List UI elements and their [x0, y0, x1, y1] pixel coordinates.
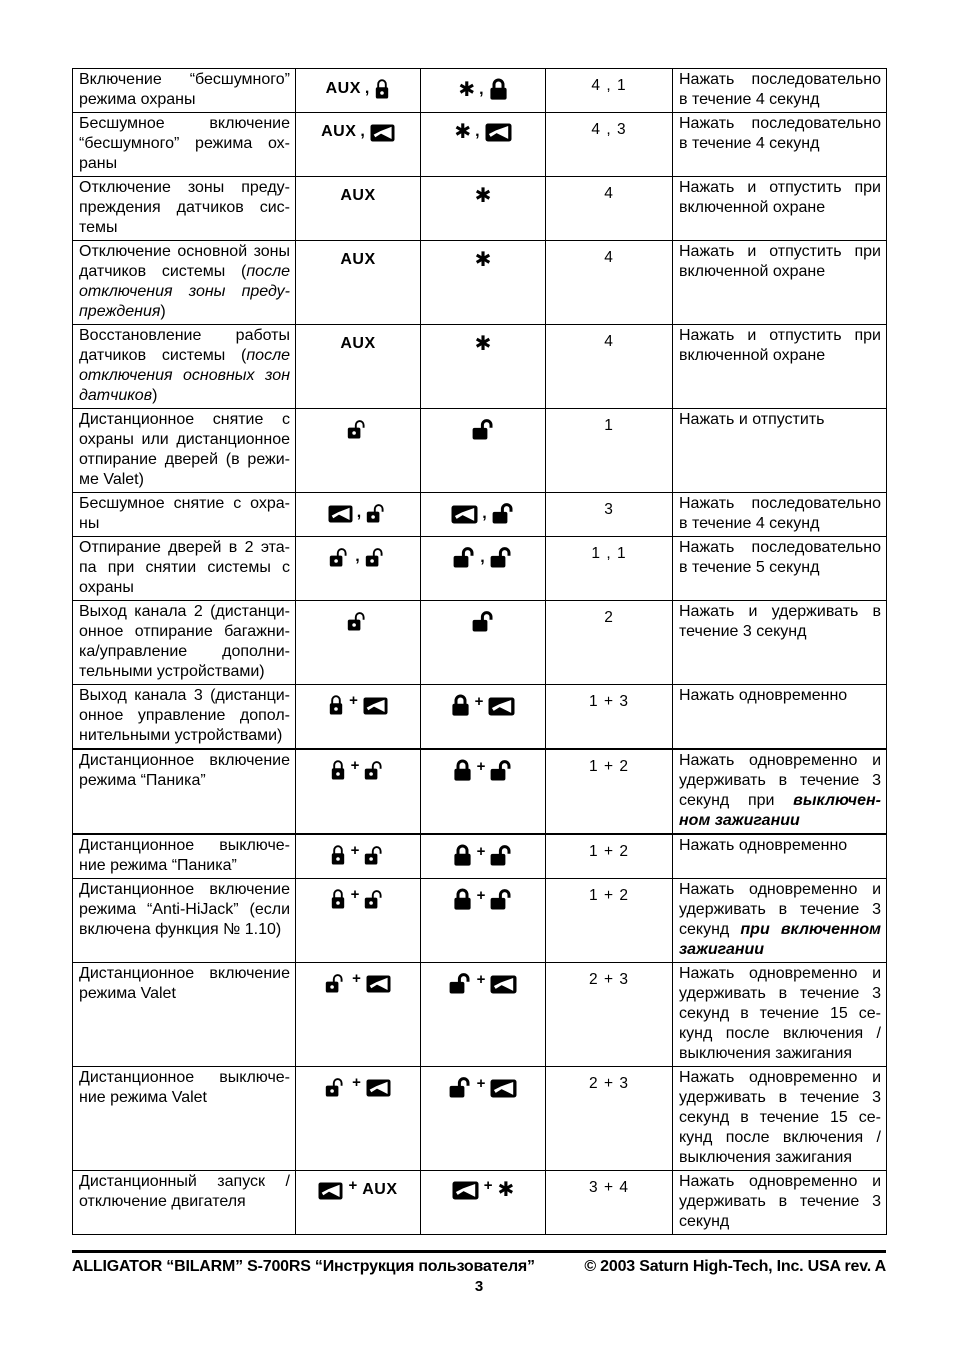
closed-lock-icon — [453, 759, 472, 781]
remote2-buttons-cell — [421, 409, 546, 493]
table-row — [73, 963, 887, 1067]
remote2-buttons-cell — [421, 537, 546, 601]
remote1-buttons-cell — [296, 537, 421, 601]
text-line: онное отпирание багажни- — [79, 623, 290, 640]
text-line: ка/управление дополни- — [79, 643, 290, 660]
remote1-buttons-cell — [296, 879, 421, 963]
open-lock-icon — [449, 972, 472, 994]
text-line: преждения датчиков сис- — [79, 199, 290, 216]
closed-lock-icon — [453, 844, 472, 866]
function-cell — [73, 409, 296, 493]
siren-icon — [366, 1079, 391, 1097]
button-sequence-cell: 1 + 3 — [546, 685, 673, 750]
text-line: режима охраны — [79, 91, 196, 108]
action-cell — [673, 879, 887, 963]
comma-separator: , — [482, 505, 487, 522]
function-cell — [73, 879, 296, 963]
footer-text-row — [72, 1258, 886, 1276]
siren-icon — [490, 975, 517, 994]
table-row — [73, 241, 887, 325]
action-cell — [673, 749, 887, 834]
text-line: Дистанционное включение — [79, 965, 290, 982]
text-line: па при снятии системы с — [79, 559, 290, 576]
table-row — [73, 537, 887, 601]
text-line: “бесшумного” режима ох- — [79, 135, 290, 152]
remote2-buttons-cell — [421, 241, 546, 325]
function-table — [72, 68, 887, 1235]
text-line: Нажать одновременно — [679, 687, 848, 704]
remote1-buttons-cell — [296, 963, 421, 1067]
text-line: включенной охране — [679, 199, 826, 216]
open-lock-icon — [365, 546, 387, 567]
text-line: датчиков) — [79, 387, 158, 404]
plus-separator: + — [350, 757, 360, 774]
text-line: тельными устройствами) — [79, 663, 265, 680]
remote1-buttons-cell — [296, 1067, 421, 1171]
open-lock-icon — [472, 418, 495, 440]
text-line: датчиков системы (после — [79, 347, 290, 364]
text-line: Дистанционный запуск / — [79, 1173, 290, 1190]
text-line: Нажать одновременно и — [679, 1173, 881, 1190]
button-sequence-cell: 4 , 1 — [546, 69, 673, 113]
text-line: секунд в течение 15 се- — [679, 1005, 881, 1022]
button-sequence-cell: 4 — [546, 325, 673, 409]
remote2-buttons-cell — [421, 963, 546, 1067]
text-line: секунд при выключен- — [679, 792, 881, 809]
text-line: Нажать последовательно — [679, 71, 881, 88]
open-lock-icon — [366, 502, 388, 523]
plus-separator: + — [348, 1177, 358, 1194]
open-lock-icon — [329, 546, 351, 567]
text-line: включенной охране — [679, 263, 826, 280]
remote2-buttons-cell — [421, 69, 546, 113]
remote2-buttons-cell — [421, 1171, 546, 1235]
remote2-buttons-cell — [421, 749, 546, 834]
comma-separator: , — [355, 548, 360, 565]
text-line: в течение 4 секунд — [679, 515, 820, 532]
action-cell — [673, 601, 887, 685]
text-line: Нажать последовательно — [679, 495, 881, 512]
action-cell — [673, 1067, 887, 1171]
button-sequence-cell: 1 , 1 — [546, 537, 673, 601]
button-sequence-cell: 2 — [546, 601, 673, 685]
star-button-icon: ✱ — [474, 331, 492, 355]
action-cell — [673, 409, 887, 493]
remote1-buttons-cell — [296, 834, 421, 879]
button-sequence-cell: 3 + 4 — [546, 1171, 673, 1235]
function-cell — [73, 749, 296, 834]
action-cell — [673, 537, 887, 601]
function-cell — [73, 1067, 296, 1171]
text-line: Нажать последовательно — [679, 539, 881, 556]
text-line: удерживать в течение 3 — [679, 772, 881, 789]
text-line: Дистанционное включение — [79, 752, 290, 769]
text-line: охраны — [79, 579, 134, 596]
remote1-buttons-cell — [296, 241, 421, 325]
text-line: ны — [79, 515, 100, 532]
text-line: Выход канала 2 (дистанци- — [79, 603, 290, 620]
text-line: включенной охране — [679, 347, 826, 364]
button-sequence-cell: 1 + 2 — [546, 749, 673, 834]
function-cell — [73, 537, 296, 601]
plus-separator: + — [476, 971, 486, 988]
remote2-buttons-cell — [421, 325, 546, 409]
plus-separator: + — [352, 1074, 361, 1091]
text-line: Нажать одновременно и — [679, 752, 881, 769]
action-cell — [673, 1171, 887, 1235]
footer-left-text: ALLIGATOR “BILARM” S-700RS “Инструкция пользователя” — [72, 1258, 535, 1275]
text-line: удерживать в течение 3 — [679, 985, 881, 1002]
text-line: Отпирание дверей в 2 эта- — [79, 539, 290, 556]
remote1-buttons-cell — [296, 325, 421, 409]
comma-separator: , — [360, 123, 365, 140]
text-line: в течение 4 секунд — [679, 91, 820, 108]
button-sequence-cell: 1 + 2 — [546, 834, 673, 879]
plus-separator: + — [474, 693, 484, 710]
text-line: Бесшумное снятие с охра- — [79, 495, 290, 512]
text-line: отпирание дверей (в режи- — [79, 451, 290, 468]
text-line: Нажать и удерживать в — [679, 603, 881, 620]
function-cell — [73, 1171, 296, 1235]
closed-lock-icon — [328, 694, 344, 715]
open-lock-icon — [364, 888, 386, 909]
table-row — [73, 69, 887, 113]
text-line: Нажать и отпустить при — [679, 243, 881, 260]
open-lock-icon — [347, 418, 369, 439]
remote1-buttons-cell — [296, 493, 421, 537]
closed-lock-icon — [330, 844, 346, 865]
table-row — [73, 177, 887, 241]
open-lock-icon — [490, 546, 513, 568]
text-line: отключения основных зон — [79, 367, 290, 384]
siren-icon — [490, 1079, 517, 1098]
remote2-buttons-cell — [421, 177, 546, 241]
open-lock-icon — [364, 844, 386, 865]
plus-separator: + — [476, 843, 486, 860]
plus-separator: + — [476, 1075, 486, 1092]
star-button-icon: ✱ — [497, 1177, 515, 1201]
table-row — [73, 601, 887, 685]
remote1-buttons-cell — [296, 409, 421, 493]
siren-icon — [488, 697, 515, 716]
open-lock-icon — [490, 844, 513, 866]
text-line: секунд — [679, 1213, 730, 1230]
button-sequence-cell: 4 — [546, 241, 673, 325]
page-footer — [72, 1250, 886, 1295]
remote1-buttons-cell — [296, 113, 421, 177]
open-lock-icon — [347, 610, 369, 631]
text-line: Дистанционное включение — [79, 881, 290, 898]
star-button-icon: ✱ — [474, 183, 492, 207]
text-line: датчиков системы (после — [79, 263, 290, 280]
text-line: ном зажигании — [679, 812, 800, 829]
text-line: ме Valet) — [79, 471, 144, 488]
text-line: онное управление допол- — [79, 707, 290, 724]
text-line: темы — [79, 219, 118, 236]
table-row — [73, 325, 887, 409]
table-row — [73, 493, 887, 537]
table-row — [73, 1067, 887, 1171]
comma-separator: , — [479, 81, 484, 98]
comma-separator: , — [480, 549, 485, 566]
remote2-buttons-cell — [421, 493, 546, 537]
action-cell — [673, 493, 887, 537]
text-line: секунд в течение 15 се- — [679, 1109, 881, 1126]
plus-separator: + — [352, 970, 361, 987]
table-row — [73, 1171, 887, 1235]
text-line: удерживать в течение 3 — [679, 1089, 881, 1106]
text-line: кунд после включения / — [679, 1025, 881, 1042]
text-line: Нажать одновременно и — [679, 965, 881, 982]
action-cell — [673, 177, 887, 241]
text-line: Нажать и отпустить — [679, 411, 825, 428]
open-lock-icon — [490, 888, 513, 910]
function-table-body — [73, 69, 887, 1235]
open-lock-icon — [449, 1076, 472, 1098]
text-line: зажигании — [679, 941, 765, 958]
footer-right-text: © 2003 Saturn High-Tech, Inc. USA rev. A — [584, 1258, 886, 1275]
text-line: секунд при включенном — [679, 921, 881, 938]
siren-icon — [370, 124, 395, 142]
plus-separator: + — [350, 886, 360, 903]
table-row — [73, 879, 887, 963]
text-line: удерживать в течение 3 — [679, 1193, 881, 1210]
table-row — [73, 685, 887, 750]
function-cell — [73, 177, 296, 241]
siren-icon — [318, 1182, 343, 1200]
text-line: удерживать в течение 3 — [679, 901, 881, 918]
text-line: режима “Паника” — [79, 772, 206, 789]
plus-separator: + — [476, 887, 486, 904]
table-row — [73, 749, 887, 834]
closed-lock-icon — [451, 694, 470, 716]
open-lock-icon — [364, 759, 386, 780]
text-line: Нажать одновременно — [679, 837, 848, 854]
action-cell — [673, 834, 887, 879]
star-button-icon: ✱ — [454, 119, 472, 143]
siren-icon — [451, 505, 478, 524]
remote2-buttons-cell — [421, 1067, 546, 1171]
open-lock-icon — [325, 1076, 347, 1097]
text-line: режима Valet — [79, 985, 176, 1002]
button-sequence-cell: 4 , 3 — [546, 113, 673, 177]
open-lock-icon — [472, 610, 495, 632]
closed-lock-icon — [330, 759, 346, 780]
open-lock-icon — [453, 546, 476, 568]
page-number: 3 — [474, 1278, 484, 1295]
text-line: режима “Anti-HiJack” (если — [79, 901, 290, 918]
remote2-buttons-cell — [421, 685, 546, 750]
plus-separator: + — [350, 842, 360, 859]
text-line: в течение 5 секунд — [679, 559, 820, 576]
remote1-buttons-cell — [296, 1171, 421, 1235]
siren-icon — [452, 1181, 479, 1200]
text-line: Восстановление работы — [79, 327, 290, 344]
remote2-buttons-cell — [421, 601, 546, 685]
remote1-buttons-cell — [296, 685, 421, 750]
star-button-icon: ✱ — [458, 77, 476, 101]
action-cell — [673, 685, 887, 750]
text-line: Нажать последовательно — [679, 115, 881, 132]
siren-icon — [485, 123, 512, 142]
closed-lock-icon — [489, 78, 508, 100]
aux-button-label: AUX — [340, 251, 376, 268]
text-line: Дистанционное выключе- — [79, 837, 290, 854]
text-line: Дистанционное выключе- — [79, 1069, 290, 1086]
text-line: выключения зажигания — [679, 1149, 852, 1166]
action-cell — [673, 325, 887, 409]
text-line: течение 3 секунд — [679, 623, 807, 640]
text-line: Дистанционное снятие с — [79, 411, 290, 428]
text-line: ние режима Valet — [79, 1089, 207, 1106]
closed-lock-icon — [374, 78, 390, 99]
function-cell — [73, 325, 296, 409]
text-line: отключения зоны преду- — [79, 283, 290, 300]
comma-separator: , — [356, 504, 362, 521]
action-cell — [673, 113, 887, 177]
function-cell — [73, 963, 296, 1067]
text-line: Нажать и отпустить при — [679, 179, 881, 196]
function-cell — [73, 685, 296, 750]
table-row — [73, 409, 887, 493]
text-line: Включение “бесшумного” — [79, 71, 290, 88]
function-cell — [73, 493, 296, 537]
remote1-buttons-cell — [296, 749, 421, 834]
function-cell — [73, 601, 296, 685]
button-sequence-cell: 2 + 3 — [546, 1067, 673, 1171]
remote2-buttons-cell — [421, 113, 546, 177]
aux-button-label: AUX — [340, 335, 376, 352]
aux-button-label: AUX — [362, 1181, 398, 1198]
text-line: Отключение зоны преду- — [79, 179, 290, 196]
text-line: включена функция № 1.10) — [79, 921, 282, 938]
button-sequence-cell: 4 — [546, 177, 673, 241]
text-line: Отключение основной зоны — [79, 243, 290, 260]
button-sequence-cell: 1 + 2 — [546, 879, 673, 963]
open-lock-icon — [490, 759, 513, 781]
function-cell — [73, 834, 296, 879]
remote2-buttons-cell — [421, 879, 546, 963]
open-lock-icon — [325, 972, 347, 993]
function-cell — [73, 69, 296, 113]
closed-lock-icon — [453, 888, 472, 910]
remote1-buttons-cell — [296, 177, 421, 241]
plus-separator: + — [476, 758, 486, 775]
table-row — [73, 113, 887, 177]
function-cell — [73, 241, 296, 325]
closed-lock-icon — [330, 888, 346, 909]
text-line: ние режима “Паника” — [79, 857, 237, 874]
button-sequence-cell: 3 — [546, 493, 673, 537]
aux-button-label: AUX — [340, 187, 376, 204]
plus-separator: + — [483, 1177, 493, 1194]
aux-button-label: AUX — [325, 80, 361, 97]
table-row — [73, 834, 887, 879]
siren-icon — [366, 975, 391, 993]
button-sequence-cell: 1 — [546, 409, 673, 493]
star-button-icon: ✱ — [474, 247, 492, 271]
action-cell — [673, 963, 887, 1067]
text-line: выключения зажигания — [679, 1045, 852, 1062]
text-line: преждения) — [79, 303, 166, 320]
text-line: нительными устройствами) — [79, 727, 283, 744]
text-line: Бесшумное включение — [79, 115, 290, 132]
text-line: Нажать и отпустить при — [679, 327, 881, 344]
remote1-buttons-cell — [296, 69, 421, 113]
text-line: раны — [79, 155, 118, 172]
button-sequence-cell: 2 + 3 — [546, 963, 673, 1067]
aux-button-label: AUX — [321, 123, 357, 140]
function-cell — [73, 113, 296, 177]
action-cell — [673, 69, 887, 113]
text-line: отключение двигателя — [79, 1193, 246, 1210]
plus-separator: + — [349, 692, 358, 709]
comma-separator: , — [364, 80, 370, 97]
text-line: Выход канала 3 (дистанци- — [79, 687, 290, 704]
text-line: Нажать одновременно и — [679, 1069, 881, 1086]
siren-icon — [328, 505, 353, 523]
text-line: кунд после включения / — [679, 1129, 881, 1146]
text-line: охраны или дистанционное — [79, 431, 290, 448]
text-line: Нажать одновременно и — [679, 881, 881, 898]
siren-icon — [363, 697, 388, 715]
remote2-buttons-cell — [421, 834, 546, 879]
comma-separator: , — [475, 123, 480, 140]
text-line: в течение 4 секунд — [679, 135, 820, 152]
open-lock-icon — [492, 502, 515, 524]
remote1-buttons-cell — [296, 601, 421, 685]
action-cell — [673, 241, 887, 325]
